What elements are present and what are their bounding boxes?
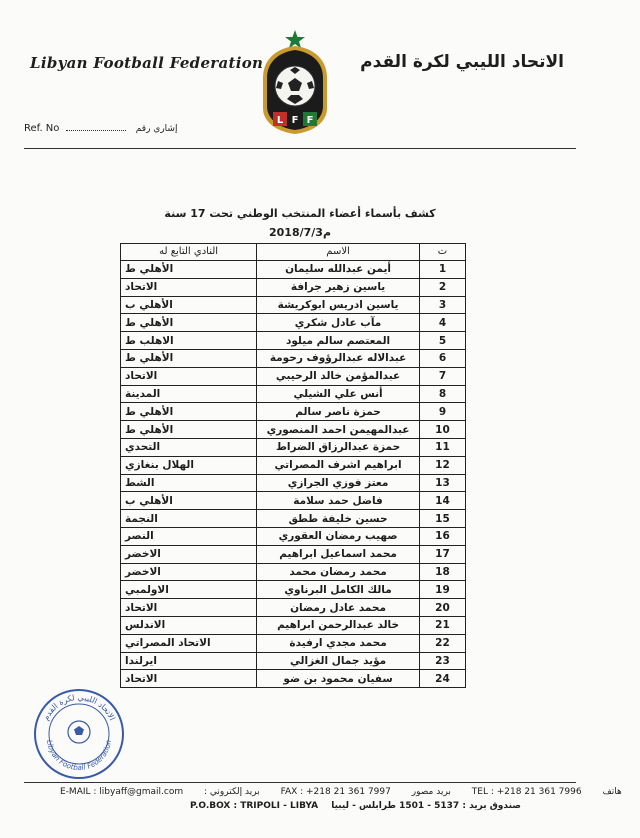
- row-club: الشط: [121, 474, 257, 492]
- stamp-ball-icon: [74, 726, 84, 735]
- row-player-name: ياسين زهير جرافة: [257, 278, 420, 296]
- table-row: [121, 510, 466, 528]
- row-player-name: صهيب رمضان العقوري: [257, 527, 420, 545]
- row-club: المدينة: [121, 385, 257, 403]
- header-arabic-name: الاتحاد الليبي لكرة القدم: [360, 52, 564, 72]
- table-row: [121, 563, 466, 581]
- players-table: [120, 243, 466, 688]
- table-row: [121, 438, 466, 456]
- reference-en-label: Ref. No: [24, 123, 60, 134]
- row-club: الاتحاد: [121, 670, 257, 688]
- header-english-name: Libyan Football Federation: [30, 54, 264, 72]
- table-row: [121, 634, 466, 652]
- table-row: [121, 652, 466, 670]
- row-club: الأهلي ط: [121, 421, 257, 439]
- row-player-name: عبدالاله عبدالرؤوف رحومة: [257, 349, 420, 367]
- logo-letter-l: L: [276, 115, 284, 126]
- stamp-english-text: Libyan Football Federation: [45, 739, 113, 773]
- row-club: التحدي: [121, 438, 257, 456]
- footer-email-ar: : بريد إلكتروني: [204, 787, 260, 797]
- table-row: [121, 421, 466, 439]
- reference-line: [24, 123, 177, 134]
- row-player-name: ياسين ادريس ابوكريشة: [257, 296, 420, 314]
- footer-divider: [24, 782, 576, 783]
- row-number: 18: [419, 563, 465, 581]
- row-club: الأهلي ط: [121, 349, 257, 367]
- row-player-name: مآب عادل شكري: [257, 314, 420, 332]
- row-number: 8: [419, 385, 465, 403]
- row-player-name: حسين خليفة ططق: [257, 510, 420, 528]
- row-number: 22: [419, 634, 465, 652]
- row-club: الأهلي ط: [121, 314, 257, 332]
- row-number: 20: [419, 599, 465, 617]
- table-row: [121, 314, 466, 332]
- table-header-row: [121, 244, 466, 261]
- row-club: الأهلي ط: [121, 261, 257, 279]
- reference-dotted-field: [66, 130, 126, 131]
- footer-tel-ar: هاتف: [602, 787, 622, 797]
- row-club: الأهلي ب: [121, 296, 257, 314]
- row-number: 3: [419, 296, 465, 314]
- row-number: 7: [419, 367, 465, 385]
- table-row: [121, 296, 466, 314]
- header-name: الاسم: [257, 244, 420, 261]
- row-number: 10: [419, 421, 465, 439]
- row-club: الاتحاد: [121, 278, 257, 296]
- row-club: الاندلس: [121, 616, 257, 634]
- footer-contact-line: [60, 787, 640, 797]
- document-date: 2018/7/3م: [268, 226, 332, 239]
- row-player-name: محمد مجدي ارفيدة: [257, 634, 420, 652]
- footer-pobox-ar: صندوق بريد : 5137 - 1501 طرابلس - ليبيا: [331, 801, 521, 811]
- federation-logo: [257, 28, 333, 136]
- table-row: [121, 278, 466, 296]
- logo-letter-f2: F: [306, 115, 314, 126]
- row-number: 17: [419, 545, 465, 563]
- footer-address-line: [190, 801, 531, 811]
- row-club: ايرلندا: [121, 652, 257, 670]
- row-club: النجمة: [121, 510, 257, 528]
- row-number: 19: [419, 581, 465, 599]
- row-player-name: ابراهيم اشرف المصراتي: [257, 456, 420, 474]
- table-row: [121, 349, 466, 367]
- footer-tel: TEL : +218 21 361 7996: [471, 787, 582, 797]
- header-divider: [24, 148, 576, 149]
- row-club: النصر: [121, 527, 257, 545]
- svg-text:الاتحاد الليبي لكرة القدم: [41, 693, 117, 722]
- table-row: [121, 545, 466, 563]
- table-row: [121, 670, 466, 688]
- row-number: 1: [419, 261, 465, 279]
- row-player-name: معتز فوزي الجرازي: [257, 474, 420, 492]
- row-number: 13: [419, 474, 465, 492]
- row-number: 5: [419, 332, 465, 350]
- row-club: الاخضر: [121, 545, 257, 563]
- header-club: النادي التابع له: [121, 244, 257, 261]
- row-player-name: محمد عادل رمضان: [257, 599, 420, 617]
- row-club: الاولمبي: [121, 581, 257, 599]
- header-number: ت: [419, 244, 465, 261]
- table-row: [121, 456, 466, 474]
- table-row: [121, 527, 466, 545]
- row-club: الأهلي ب: [121, 492, 257, 510]
- row-player-name: المعتصم سالم ميلود: [257, 332, 420, 350]
- row-number: 16: [419, 527, 465, 545]
- row-player-name: خالد عبدالرحمن ابراهيم: [257, 616, 420, 634]
- row-number: 9: [419, 403, 465, 421]
- table-row: [121, 403, 466, 421]
- row-number: 23: [419, 652, 465, 670]
- row-club: الاهلب ط: [121, 332, 257, 350]
- logo-letter-f1: F: [291, 115, 299, 126]
- row-player-name: حمزة عبدالرزاق الضراط: [257, 438, 420, 456]
- row-number: 4: [419, 314, 465, 332]
- row-number: 12: [419, 456, 465, 474]
- federation-stamp: [33, 688, 125, 780]
- star-icon: [285, 30, 305, 49]
- row-number: 15: [419, 510, 465, 528]
- row-player-name: مؤيد جمال الغزالي: [257, 652, 420, 670]
- row-number: 21: [419, 616, 465, 634]
- row-player-name: مالك الكامل البرناوي: [257, 581, 420, 599]
- table-row: [121, 599, 466, 617]
- svg-text:Libyan Football Federation: [45, 739, 113, 772]
- row-player-name: عبدالمهيمن احمد المنصوري: [257, 421, 420, 439]
- row-number: 24: [419, 670, 465, 688]
- row-player-name: أنس علي الشيلي: [257, 385, 420, 403]
- footer-pobox: P.O.BOX : TRIPOLI - LIBYA: [190, 801, 319, 811]
- table-row: [121, 581, 466, 599]
- table-row: [121, 261, 466, 279]
- row-player-name: حمزة ناصر سالم: [257, 403, 420, 421]
- table-row: [121, 385, 466, 403]
- reference-ar-label: إشاري رقم: [135, 124, 178, 134]
- row-player-name: أيمن عبدالله سليمان: [257, 261, 420, 279]
- row-number: 2: [419, 278, 465, 296]
- row-player-name: محمد اسماعيل ابراهيم: [257, 545, 420, 563]
- row-player-name: محمد رمضان محمد: [257, 563, 420, 581]
- row-club: الهلال بنغازي: [121, 456, 257, 474]
- row-club: الاتحاد المصراتي: [121, 634, 257, 652]
- table-row: [121, 616, 466, 634]
- footer-fax: FAX : +218 21 361 7997: [280, 787, 391, 797]
- table-row: [121, 474, 466, 492]
- table-row: [121, 367, 466, 385]
- row-club: الاخضر: [121, 563, 257, 581]
- row-player-name: سفيان محمود بن ضو: [257, 670, 420, 688]
- table-row: [121, 492, 466, 510]
- footer-fax-ar: بريد مصور: [411, 787, 451, 797]
- table-row: [121, 332, 466, 350]
- row-club: الأهلي ط: [121, 403, 257, 421]
- row-number: 14: [419, 492, 465, 510]
- stamp-arabic-text: الاتحاد الليبي لكرة القدم: [41, 692, 117, 722]
- row-number: 11: [419, 438, 465, 456]
- row-club: الاتحاد: [121, 367, 257, 385]
- row-club: الاتحاد: [121, 599, 257, 617]
- document-title: كشف بأسماء أعضاء المنتخب الوطني تحت 17 سنة: [164, 207, 436, 220]
- footer-email[interactable]: E-MAIL : libyaff@gmail.com: [60, 787, 184, 797]
- row-player-name: عبدالمؤمن خالد الرحيبي: [257, 367, 420, 385]
- row-player-name: فاضل حمد سلامة: [257, 492, 420, 510]
- row-number: 6: [419, 349, 465, 367]
